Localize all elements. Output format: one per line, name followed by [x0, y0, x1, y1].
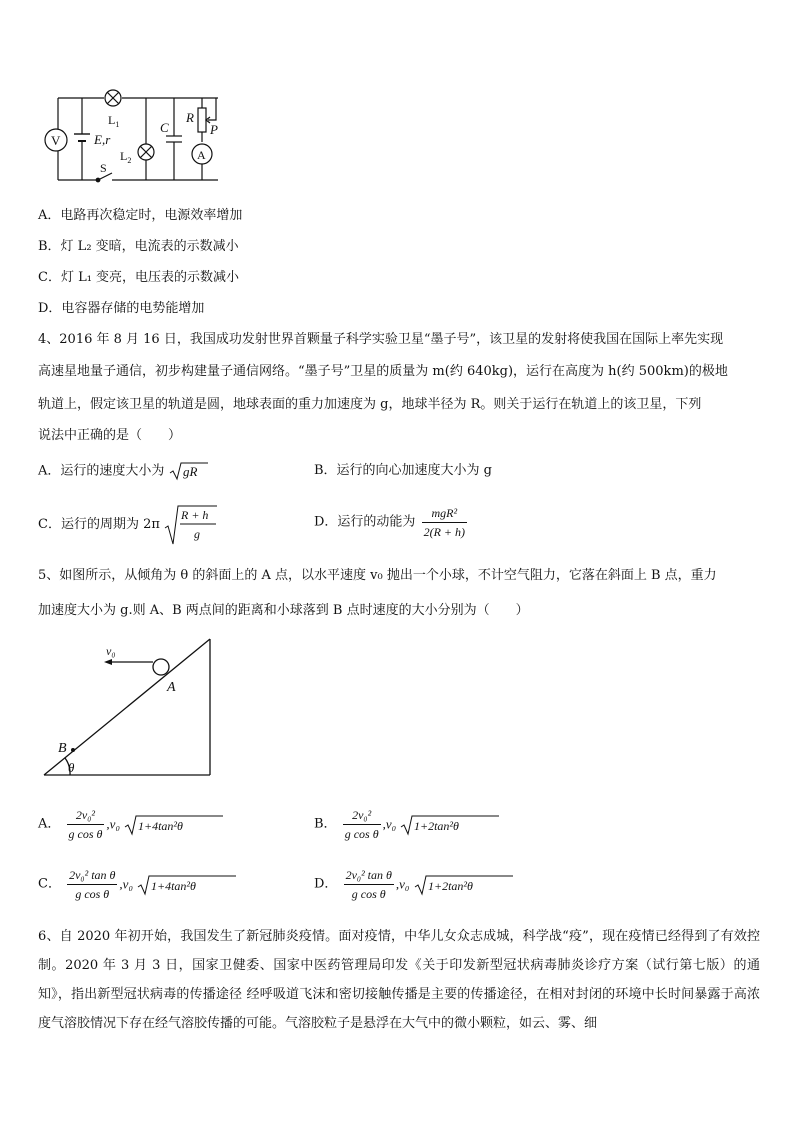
q3-option-b: B．灯 L₂ 变暗，电流表的示数减小 — [38, 239, 239, 254]
l1-label: $L_1$ — [108, 113, 120, 129]
resistor-label: R — [186, 110, 194, 125]
q3-option-d: D．电容器存储的电势能增加 — [38, 301, 205, 316]
sqrt-fraction — [164, 504, 218, 546]
svg-text:1+2tan²θ: 1+2tan²θ — [427, 878, 473, 893]
q3-option-a: A．电路再次稳定时，电源效率增加 — [38, 208, 243, 223]
circuit-diagram — [38, 84, 228, 190]
q3-option-c: C．灯 L₁ 变亮，电压表的示数减小 — [38, 270, 240, 285]
q5-option-a: A． $\frac{\text{2v₀²}}{\text{g cos θ}}$ ,v₀ 1+4tan²θ — [38, 806, 224, 843]
q5-line-1: 5、如图所示，从倾角为 θ 的斜面上的 A 点，以水平速度 v₀ 抛出一个小球，不计空气阻力，它落在斜面上 B 点，重力 — [38, 568, 717, 583]
switch-label: S — [100, 161, 107, 175]
q5-option-b: B． $\frac{\text{2v₀²}}{\text{g cos θ}}$ ,v₀ 1+2tan²θ — [314, 806, 500, 843]
q4-line-3: 轨道上，假定该卫星的轨道是圆，地球表面的重力加速度为 g，地球半径为 R。则关于运行在轨道上的该卫星，下列 — [38, 397, 702, 412]
sqrt-symbol — [124, 814, 224, 836]
v0-label: v₀ — [106, 644, 116, 658]
svg-text:g: g — [194, 527, 201, 541]
fraction: mgR² 2(R + h) — [423, 506, 465, 539]
q4-line-1: 4、2016 年 8 月 16 日，我国成功发射世界首颗量子科学实验卫星“墨子号”，该卫星的发射将使我国在国际上率先实现 — [38, 332, 724, 347]
sqrt-symbol — [414, 874, 514, 896]
q5-option-d: D． $\frac{\text{2v₀² tan θ}}{\text{g cos θ}}$ ,v₀ 1+2tan²θ — [314, 866, 514, 903]
voltmeter-label: V — [51, 133, 61, 148]
svg-text:R + h: R + h — [181, 508, 209, 522]
point-a-label: A — [167, 680, 176, 695]
ammeter-label: A — [197, 148, 206, 162]
sqrt-symbol — [169, 461, 209, 481]
svg-text:1+4tan²θ: 1+4tan²θ — [151, 878, 197, 893]
q4-option-c: C．运行的周期为 2π R + h g — [38, 504, 218, 546]
svg-text:1+2tan²θ: 1+2tan²θ — [414, 818, 460, 833]
sqrt-symbol — [400, 814, 500, 836]
q4-option-d: D．运行的动能为 mgR² 2(R + h) — [314, 506, 465, 539]
emf-label: E,r — [94, 132, 111, 147]
q4-option-a: A．运行的速度大小为 gR — [38, 461, 209, 481]
point-b-label: B — [58, 741, 67, 756]
l2-label: $L_2$ — [120, 149, 132, 165]
sqrt-symbol — [137, 874, 237, 896]
q4-line-2: 高速星地量子通信，初步构建量子通信网络。“墨子号”卫星的质量为 m(约 640kg)，运行在高度为 h(约 500km)的极地 — [38, 364, 728, 379]
q4-line-4: 说法中正确的是（ ） — [38, 428, 182, 443]
svg-text:gR: gR — [182, 464, 197, 479]
q5-option-c: C． $\frac{\text{2v₀² tan θ}}{\text{g cos θ}}$ ,v₀ 1+4tan²θ — [38, 866, 237, 903]
slider-label: P — [210, 122, 218, 137]
theta-label: θ — [68, 760, 75, 775]
incline-diagram — [38, 635, 218, 780]
capacitor-label: C — [160, 120, 169, 135]
svg-text:1+4tan²θ: 1+4tan²θ — [138, 818, 184, 833]
q4-option-b: B．运行的向心加速度大小为 g — [314, 463, 493, 478]
q6-paragraph: 6、自 2020 年初开始，我国发生了新冠肺炎疫情。面对疫情，中华儿女众志成城，科学战“疫”，现在疫情已经得到了有效控制。2020 年 3 月 3 日，国家卫健委、国家中医药管理局印发《关于印发新型冠状病毒肺炎诊疗方案（试行第七版）的通知》，指出新型冠状病毒的传播途径 经呼吸道飞沫和密切接触传播是主要的传播途径，在相对封闭的环境中长时间暴露于高浓度气溶胶情况下存在经气溶胶传播的可能。气溶胶粒子是悬浮在大气中的微小颗粒，如云、雾、细 — [38, 929, 760, 1031]
q5-line-2: 加速度大小为 g.则 A、B 两点间的距离和小球落到 B 点时速度的大小分别为（ ） — [38, 603, 529, 618]
